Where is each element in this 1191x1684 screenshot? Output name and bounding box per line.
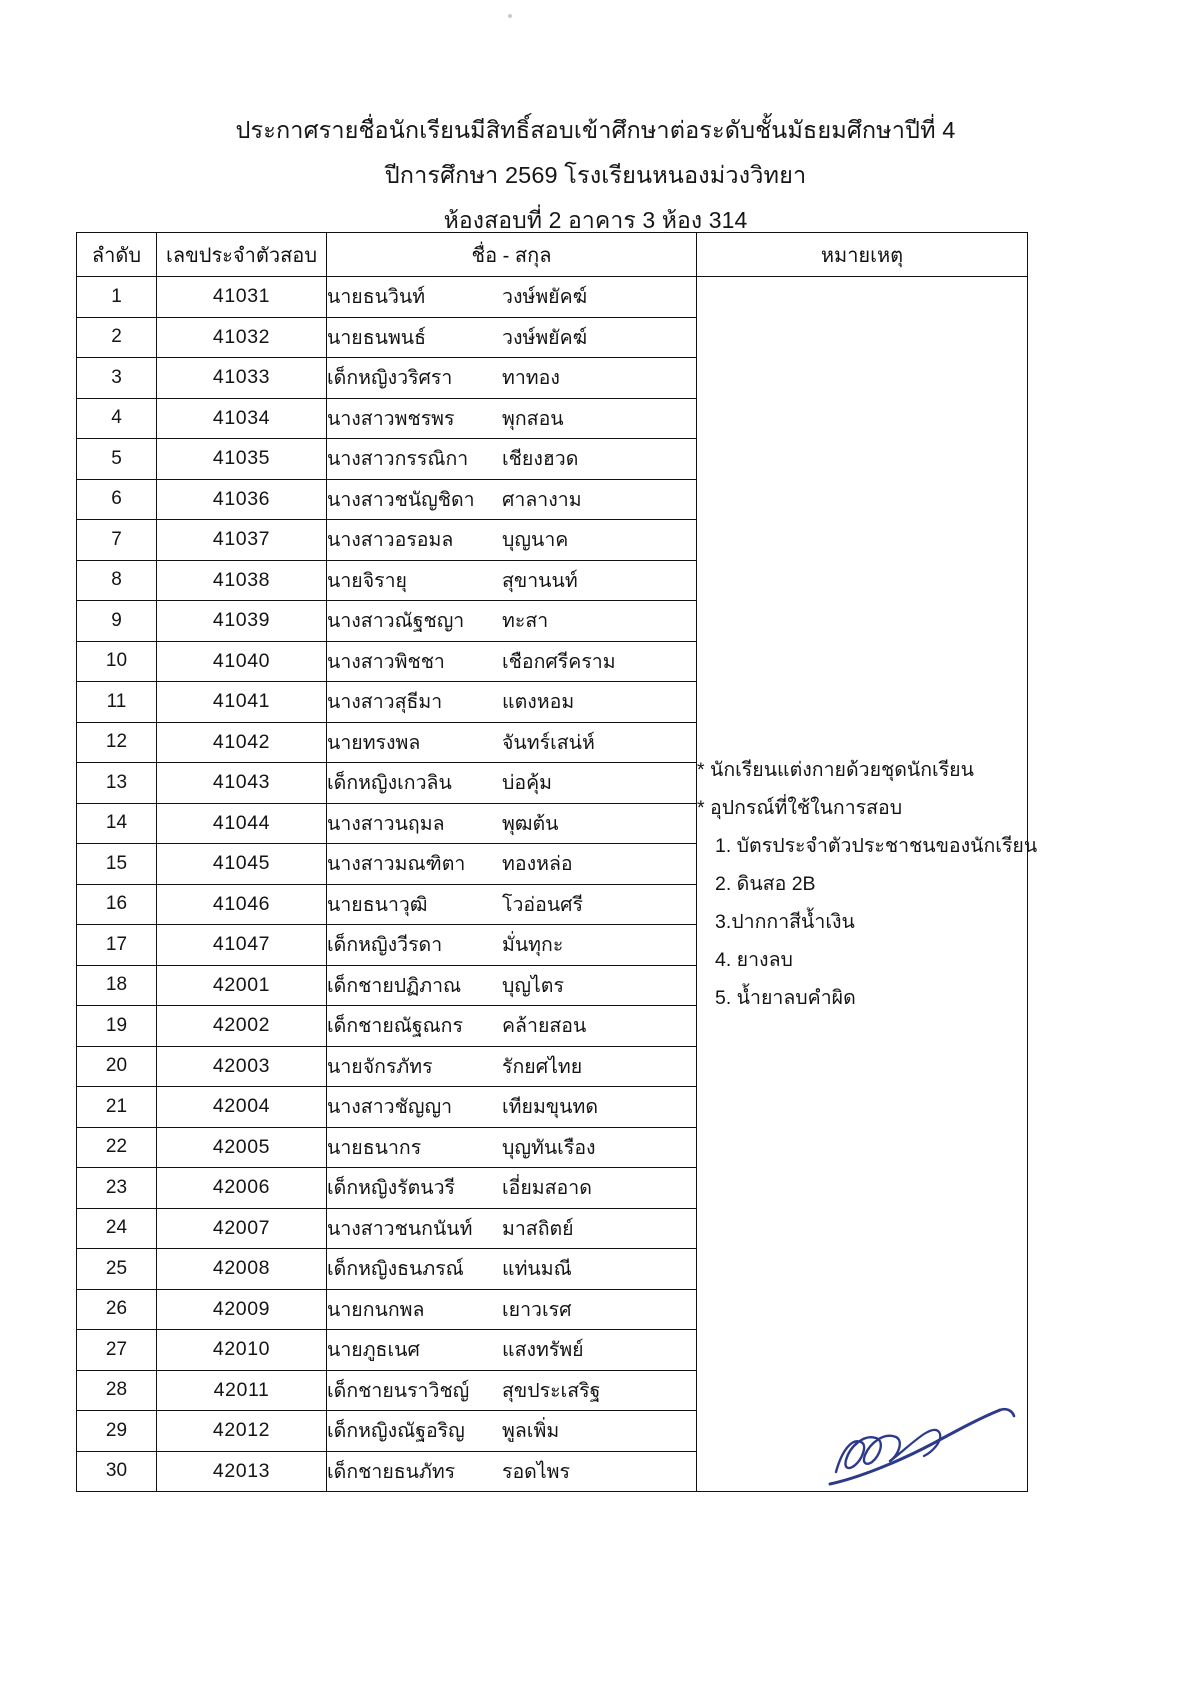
student-given-name: เด็กหญิงธนภรณ์: [327, 1258, 464, 1281]
cell-student-name: [327, 803, 697, 844]
note-line: * นักเรียนแต่งกายด้วยชุดนักเรียน: [697, 759, 974, 781]
student-given-name: นางสาวชัญญา: [327, 1096, 453, 1119]
exam-room-line: ห้องสอบที่ 2 อาคาร 3 ห้อง 314: [443, 207, 748, 233]
student-surname: ทะสา: [502, 610, 549, 633]
student-surname: วงษ์พยัคฆ์: [502, 326, 588, 349]
cell-student-name: [327, 682, 697, 723]
cell-order: 8: [77, 560, 157, 601]
cell-exam-code: 41042: [157, 722, 327, 763]
student-surname: เทียมขุนทด: [502, 1096, 598, 1119]
note-line: 4. ยางลบ: [715, 949, 793, 971]
cell-exam-code: 42011: [157, 1370, 327, 1411]
cell-exam-code: 41047: [157, 925, 327, 966]
cell-notes: [697, 277, 1038, 1492]
cell-exam-code: 41032: [157, 317, 327, 358]
cell-order: 21: [77, 1087, 157, 1128]
cell-student-name: [327, 763, 697, 804]
student-given-name: นางสาวพิชชา: [327, 650, 445, 673]
student-surname: พูลเพิ่ม: [502, 1420, 560, 1443]
column-header-order: ลำดับ: [77, 233, 157, 277]
cell-exam-code: 42004: [157, 1087, 327, 1128]
announcement-title-line-1: ประกาศรายชื่อนักเรียนมีสิทธิ์สอบเข้าศึกษาต่อระดับชั้นมัธยมศึกษาปีที่ 4: [235, 117, 956, 143]
cell-order: 30: [77, 1451, 157, 1492]
cell-exam-code: 41039: [157, 601, 327, 642]
cell-exam-code: 42012: [157, 1411, 327, 1452]
cell-student-name: [327, 1289, 697, 1330]
cell-order: 23: [77, 1168, 157, 1209]
student-given-name: เด็กหญิงวริศรา: [327, 367, 453, 390]
cell-order: 26: [77, 1289, 157, 1330]
student-given-name: นางสาวมณฑิตา: [327, 853, 466, 876]
cell-order: 28: [77, 1370, 157, 1411]
cell-student-name: [327, 641, 697, 682]
student-surname: บ่อคุ้ม: [502, 772, 552, 795]
student-given-name: นางสาวชนัญชิดา: [327, 488, 475, 511]
cell-order: 25: [77, 1249, 157, 1290]
cell-exam-code: 41037: [157, 520, 327, 561]
student-surname: แท่นมณี: [502, 1258, 572, 1281]
cell-exam-code: 42010: [157, 1330, 327, 1371]
cell-student-name: [327, 601, 697, 642]
student-surname: รอดไพร: [502, 1460, 570, 1483]
student-given-name: นายธนวินท์: [327, 286, 426, 309]
student-surname: พุฒต้น: [502, 812, 559, 835]
cell-student-name: [327, 479, 697, 520]
student-surname: เอี่ยมสอาด: [502, 1177, 592, 1200]
student-given-name: นายธนพนธ์: [327, 326, 427, 349]
cell-student-name: [327, 439, 697, 480]
cell-student-name: [327, 1127, 697, 1168]
student-surname: เยาวเรศ: [502, 1298, 572, 1321]
cell-exam-code: 42001: [157, 965, 327, 1006]
cell-order: 5: [77, 439, 157, 480]
student-given-name: นางสาวพชรพร: [327, 407, 455, 430]
note-line: 5. น้ำยาลบคำผิด: [715, 987, 856, 1009]
student-given-name: นายธนากร: [327, 1136, 422, 1159]
student-surname: เชียงฮวด: [502, 448, 579, 471]
student-surname: มั่นทุกะ: [502, 934, 564, 957]
cell-student-name: [327, 1249, 697, 1290]
column-header-exam-code: เลขประจำตัวสอบ: [157, 233, 327, 277]
cell-order: 10: [77, 641, 157, 682]
cell-order: 17: [77, 925, 157, 966]
cell-exam-code: 41044: [157, 803, 327, 844]
cell-order: 20: [77, 1046, 157, 1087]
cell-order: 15: [77, 844, 157, 885]
table-body: [77, 277, 1038, 1492]
student-given-name: นางสาวอรอมล: [327, 529, 454, 552]
cell-exam-code: 41045: [157, 844, 327, 885]
cell-exam-code: 41046: [157, 884, 327, 925]
cell-exam-code: 42007: [157, 1208, 327, 1249]
cell-student-name: [327, 1208, 697, 1249]
cell-exam-code: 42008: [157, 1249, 327, 1290]
cell-order: 2: [77, 317, 157, 358]
cell-student-name: [327, 1046, 697, 1087]
student-surname: แตงหอม: [502, 691, 575, 714]
student-surname: สุขประเสริฐ: [502, 1379, 601, 1402]
cell-exam-code: 42009: [157, 1289, 327, 1330]
cell-exam-code: 42002: [157, 1006, 327, 1047]
cell-student-name: [327, 1006, 697, 1047]
cell-order: 18: [77, 965, 157, 1006]
cell-order: 27: [77, 1330, 157, 1371]
cell-exam-code: 41031: [157, 277, 327, 318]
academic-year-school-line: ปีการศึกษา 2569 โรงเรียนหนองม่วงวิทยา: [384, 162, 807, 188]
column-header-name: ชื่อ - สกุล: [327, 233, 697, 277]
note-line: 1. บัตรประจำตัวประชาชนของนักเรียน: [715, 835, 1038, 857]
student-surname: เชือกศรีคราม: [502, 650, 616, 673]
student-given-name: นายภูธเนศ: [327, 1339, 420, 1362]
table-row: [77, 277, 1028, 318]
cell-order: 13: [77, 763, 157, 804]
cell-student-name: [327, 1411, 697, 1452]
cell-order: 3: [77, 358, 157, 399]
cell-order: 11: [77, 682, 157, 723]
student-surname: บุญทันเรือง: [502, 1136, 596, 1159]
cell-order: 22: [77, 1127, 157, 1168]
cell-order: 7: [77, 520, 157, 561]
student-given-name: นายกนกพล: [327, 1298, 425, 1321]
student-surname: โวอ่อนศรี: [502, 893, 584, 916]
student-surname: คล้ายสอน: [502, 1015, 587, 1038]
cell-exam-code: 41034: [157, 398, 327, 439]
student-given-name: เด็กหญิงวีรดา: [327, 934, 443, 957]
cell-student-name: [327, 844, 697, 885]
cell-student-name: [327, 1451, 697, 1492]
cell-order: 24: [77, 1208, 157, 1249]
cell-student-name: [327, 884, 697, 925]
cell-exam-code: 41043: [157, 763, 327, 804]
cell-exam-code: 41038: [157, 560, 327, 601]
student-given-name: นางสาวกรรณิกา: [327, 448, 469, 471]
student-surname: แสงทรัพย์: [502, 1339, 584, 1362]
student-given-name: นายจิรายุ: [327, 569, 407, 592]
note-line: * อุปกรณ์ที่ใช้ในการสอบ: [697, 797, 903, 819]
student-given-name: เด็กชายนราวิชญ์: [327, 1379, 470, 1402]
cell-exam-code: 41040: [157, 641, 327, 682]
cell-student-name: [327, 925, 697, 966]
student-surname: จันทร์เสน่ห์: [502, 731, 595, 754]
cell-order: 14: [77, 803, 157, 844]
cell-exam-code: 41036: [157, 479, 327, 520]
student-surname: พุกสอน: [502, 407, 564, 430]
cell-student-name: [327, 1370, 697, 1411]
student-surname: สุขานนท์: [502, 569, 578, 592]
student-given-name: เด็กหญิงณัฐอริญ: [327, 1420, 465, 1443]
note-line: 3.ปากกาสีน้ำเงิน: [715, 911, 855, 933]
student-given-name: เด็กชายปฏิภาณ: [327, 974, 462, 997]
cell-student-name: [327, 1330, 697, 1371]
student-given-name: เด็กหญิงรัตนวรี: [327, 1177, 456, 1200]
student-surname: รักยศไทย: [502, 1055, 583, 1078]
cell-exam-code: 42006: [157, 1168, 327, 1209]
student-surname: วงษ์พยัคฆ์: [502, 286, 588, 309]
cell-student-name: [327, 560, 697, 601]
column-header-note: หมายเหตุ: [697, 233, 1028, 277]
cell-student-name: [327, 277, 697, 318]
student-given-name: นายธนาวุฒิ: [327, 893, 428, 916]
cell-student-name: [327, 965, 697, 1006]
note-line: 2. ดินสอ 2B: [715, 873, 816, 895]
table-header-row: [77, 233, 1028, 277]
cell-student-name: [327, 1168, 697, 1209]
cell-order: 6: [77, 479, 157, 520]
cell-exam-code: 41033: [157, 358, 327, 399]
student-given-name: เด็กชายธนภัทร: [327, 1460, 456, 1483]
cell-student-name: [327, 317, 697, 358]
cell-student-name: [327, 520, 697, 561]
cell-order: 4: [77, 398, 157, 439]
student-given-name: นางสาวณัฐชญา: [327, 610, 465, 633]
table-header: [77, 233, 1028, 277]
student-roster-table-container: [76, 232, 1038, 1492]
student-given-name: เด็กชายณัฐณกร: [327, 1015, 463, 1038]
student-surname: ทองหล่อ: [502, 853, 573, 876]
cell-exam-code: 42005: [157, 1127, 327, 1168]
cell-order: 29: [77, 1411, 157, 1452]
cell-exam-code: 42003: [157, 1046, 327, 1087]
cell-student-name: [327, 358, 697, 399]
student-given-name: นางสาวชนกนันท์: [327, 1217, 473, 1240]
cell-student-name: [327, 722, 697, 763]
student-roster-table: [76, 232, 1038, 1492]
student-surname: ศาลางาม: [502, 488, 582, 511]
student-surname: บุญไตร: [502, 974, 564, 997]
scan-artifact-speck: [508, 14, 512, 18]
notes-list: [697, 751, 1038, 1017]
cell-exam-code: 41041: [157, 682, 327, 723]
student-given-name: นายทรงพล: [327, 731, 421, 754]
cell-student-name: [327, 398, 697, 439]
student-given-name: เด็กหญิงเกวลิน: [327, 772, 452, 795]
cell-order: 12: [77, 722, 157, 763]
cell-order: 19: [77, 1006, 157, 1047]
student-given-name: นางสาวนฤมล: [327, 812, 445, 835]
student-given-name: นางสาวสุธีมา: [327, 691, 443, 714]
cell-order: 1: [77, 277, 157, 318]
student-surname: มาสถิตย์: [502, 1217, 574, 1240]
cell-student-name: [327, 1087, 697, 1128]
document-header: [0, 108, 1191, 243]
cell-exam-code: 41035: [157, 439, 327, 480]
student-given-name: นายจักรภัทร: [327, 1055, 433, 1078]
cell-exam-code: 42013: [157, 1451, 327, 1492]
cell-order: 9: [77, 601, 157, 642]
cell-order: 16: [77, 884, 157, 925]
student-surname: ทาทอง: [502, 367, 560, 390]
student-surname: บุญนาค: [502, 529, 569, 552]
